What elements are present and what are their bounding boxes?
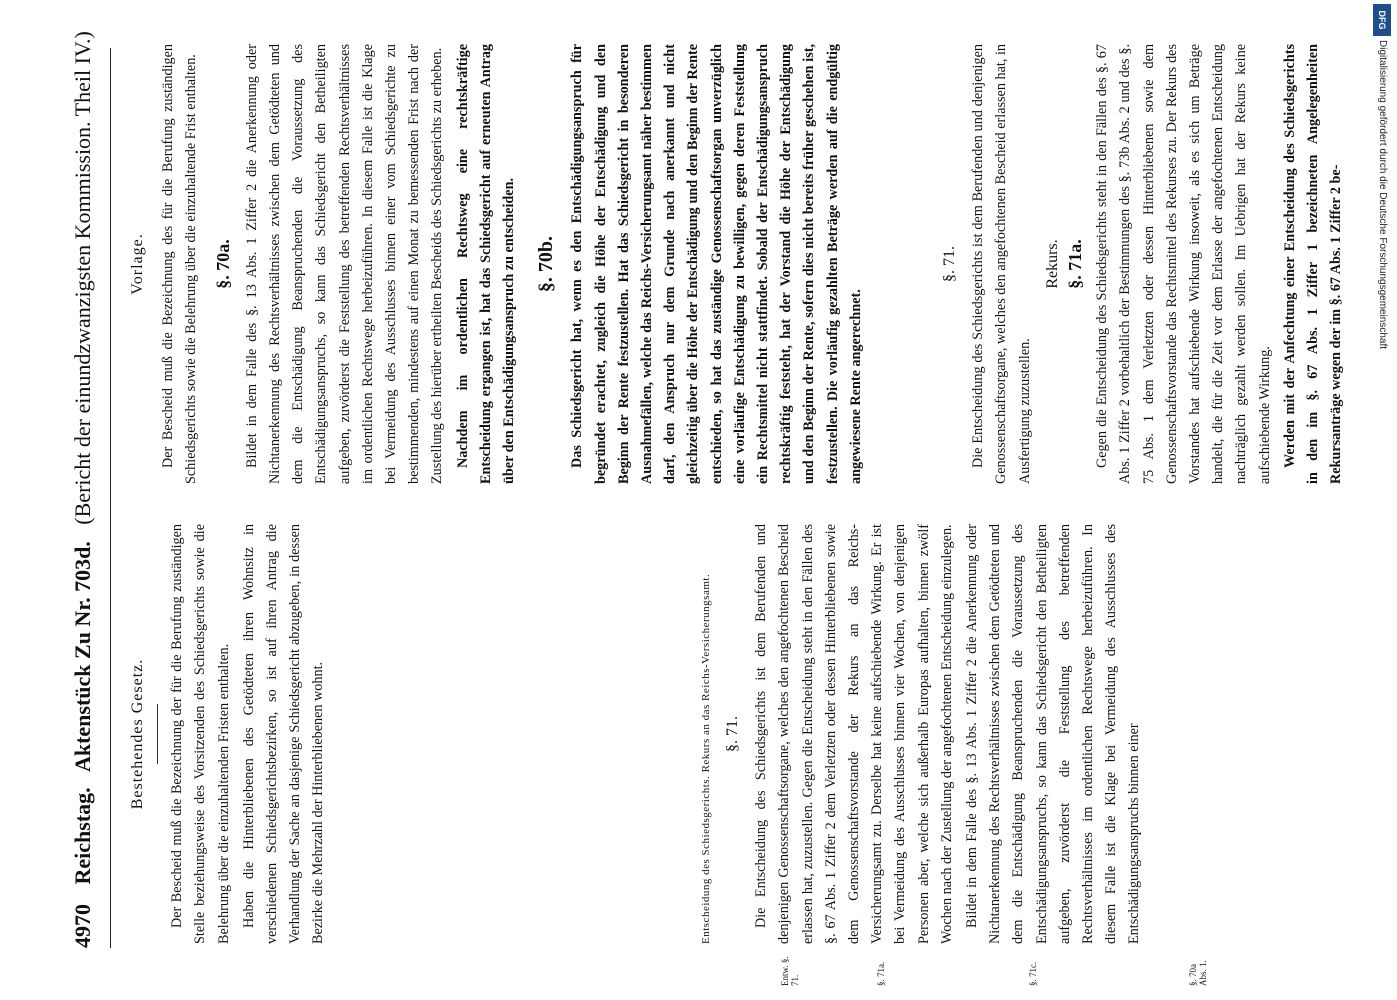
paragraph: Die Entscheidung des Schiedsgerichts ist dem Berufenden und denjenigen Genossenschaftsorgane, welches den angefochtenen Bescheid erlassen hat, in Ausfertigung zuzustellen. [970, 44, 1033, 484]
paragraph: Bildet in dem Falle des §. 13 Abs. 1 Ziffer 2 die Anerkennung oder Nichtanerkennung des Rechtsverhältnisses zwischen dem Getödteten und dem die Entschädigung Beanspruchenden die Voraussetzung des Entschädigungsanspruchs, so kann das Schiedsgericht den Betheiligten aufgeben, zuvörderst die Feststellung des betreffenden Rechtsverhältnisses im ordentlichen Rechtswege herbeizuführen. In diesem Falle ist die Klage bei Vermeidung des Ausschlusses binnen einer vom Schiedsgerichte zu bestimmenden, mindestens auf einen Monat zu bemessenden Frist nach der Zustellung des hierüber ertheilten Bescheids des Schiedsgerichts zu erheben. [243, 44, 446, 484]
paragraph: Werden mit der Anfechtung einer Entscheidung des Schiedsgerichts in den im §. 67 Abs. 1 Ziffer 1 bezeichneten Angelegenheiten Rekursanträge wegen der im §. 67 Abs. 1 Ziffer 2 be- [1281, 44, 1345, 484]
existing-law-column [120, 524, 333, 944]
section-71: §. 71. [941, 246, 958, 282]
section-heading-small: Entscheidung des Schiedsgerichts. Rekurs an das Reichs-Versicherungsamt. [700, 573, 712, 944]
rekurs-heading: Rekurs. [1043, 239, 1061, 289]
page-header [70, 31, 111, 948]
paragraph: Der Bescheid muß die Bezeichnung der für die Berufung zuständigen Stelle beziehungsweise des Vorsitzenden des Schiedsgerichts sowie die Belehrung über die einzuhaltenden Fristen enthalten. [169, 524, 232, 944]
paragraph: Das Schiedsgericht hat, wenn es den Entschädigungsanspruch für begründet erachtet, zugleich die Höhe der Entschädigung und den Beginn der Rente festzustellen. Hat das Schiedsgericht in besonderen Ausnahmefällen, welche das Reichs-Versicherungsamt näher bestimmen darf, den Anspruch nur dem Grunde nach anerkannt und nicht gleichzeitig über die Höhe der Entschädigung und den Beginn der Rente entschieden, so hat das zuständige Genossenschaftsorgan unverzüglich eine vorläufige Entschädigung zu bewilligen, gegen deren Feststellung ein Rechtsmittel nicht stattfindet. Sobald der Entschädigungsanspruch rechtskräftig feststeht, hat der Vorstand die Höhe der Entschädigung und den Beginn der Rente, sofern dies nicht bereits früher geschehen ist, festzustellen. Die vorläufig gezahlten Beträge werden auf die endgültig angewiesene Rente angerechnet. [569, 44, 864, 484]
paragraph: Die Entscheidung des Schiedsgerichts ist dem Berufenden und denjenigen Genossenschaftsorgane, welches den angefochtenen Bescheid erlassen hat, zuzustellen. Gegen die Entscheidung steht in den Fällen des §. 67 Abs. 1 Ziffer 2 dem Verletzten oder dessen Hinterbliebenen sowie dem Genossenschaftsvorstande der Rekurs an das Reichs-Versicherungsamt zu. Derselbe hat keine aufschiebende Wirkung. Er ist bei Vermeidung des Ausschlusses binnen vier Wochen, von denjenigen Personen aber, welche sich außerhalb Europas aufhalten, binnen zwölf Wochen nach der Zustellung der angefochtenen Entscheidung einzulegen. [753, 524, 955, 944]
publication-name: Reichstag. [70, 787, 95, 885]
credit-text: Digitalisierung gefördert durch die Deutsche Forschungsgemeinschaft [1377, 40, 1388, 350]
paragraph: Der Bescheid muß die Bezeichnung des für die Berufung zuständigen Schiedsgerichts sowie die Belehrung über die einzuhaltende Frist enthalten. [160, 44, 200, 484]
margin-note: Entw. §. 71. [780, 956, 800, 986]
title-rule [157, 704, 158, 764]
proposal-section-71 [930, 44, 1350, 484]
report-title: (Bericht der einundzwanzigsten Kommission. Theil IV.) [70, 31, 95, 525]
margin-note: §. 71c. [1028, 961, 1038, 986]
existing-law-title: Bestehendes Gesetz. [129, 658, 146, 810]
proposal-column [120, 44, 870, 484]
digitization-credit [1375, 40, 1389, 970]
margin-note: §. 70a Abs. 1. [1188, 960, 1208, 986]
section-number: §. 71. [724, 716, 741, 752]
existing-law-section-71 [700, 524, 1149, 944]
section-71a: §. 71a. [1065, 239, 1086, 289]
section-70b: §. 70b. [535, 235, 558, 293]
dfg-logo: DFG [1373, 4, 1391, 36]
proposal-title: Vorlage. [129, 233, 146, 295]
paragraph: Nachdem im ordentlichen Rechtsweg eine rechtskräftige Entscheidung ergangen ist, hat das Schiedsgericht auf erneuten Antrag über den Entschädigungsanspruch zu entscheiden. [454, 44, 518, 484]
page-number: 4970 [70, 904, 95, 948]
margin-note: §. 71a. [876, 961, 886, 986]
paragraph: Haben die Hinterbliebenen des Getödteten ihren Wohnsitz in verschiedenen Schiedsgerichtsbezirken, so ist auf ihren Antrag die Verhandlung der Sache an dasjenige Schiedsgericht abzugeben, in dessen Bezirke die Mehrzahl der Hinterbliebenen wohnt. [240, 524, 327, 944]
paragraph: Bildet in dem Falle des §. 13 Abs. 1 Ziffer 2 die Anerkennung oder Nichtanerkennung des Rechtsverhältnisses zwischen dem Getödteten und dem die Entschädigung Beanspruchenden die Voraussetzung des Entschädigungsanspruchs, so kann das Schiedsgericht den Betheiligten aufgeben, zuvörderst die Feststellung des betreffenden Rechtsverhältnisses im ordentlichen Rechtswege herbeizuführen. In diesem Falle ist die Klage bei Vermeidung des Ausschlusses des Entschädigungsanspruchs binnen einer [964, 524, 1143, 944]
document-reference: Aktenstück Zu Nr. 703d. [70, 541, 95, 773]
paragraph: Gegen die Entscheidung des Schiedsgerichts steht in den Fällen des §. 67 Abs. 1 Ziffer 2 vorbehaltlich der Bestimmungen des §. 73b Abs. 2 und des §. 75 Abs. 1 dem Verletzten oder dessen Hinterbliebenen sowie dem Genossenschaftsvorstande das Rechtsmittel des Rekurses zu. Der Rekurs des Vorstandes hat aufschiebende Wirkung insoweit, als es sich um Beträge handelt, die für die Zeit vor dem Erlasse der angefochtenen Entscheidung nachträglich gezahlt werden sollen. Im Uebrigen hat der Rekurs keine aufschiebende Wirkung. [1094, 44, 1273, 484]
section-70a: §. 70a. [212, 239, 233, 289]
